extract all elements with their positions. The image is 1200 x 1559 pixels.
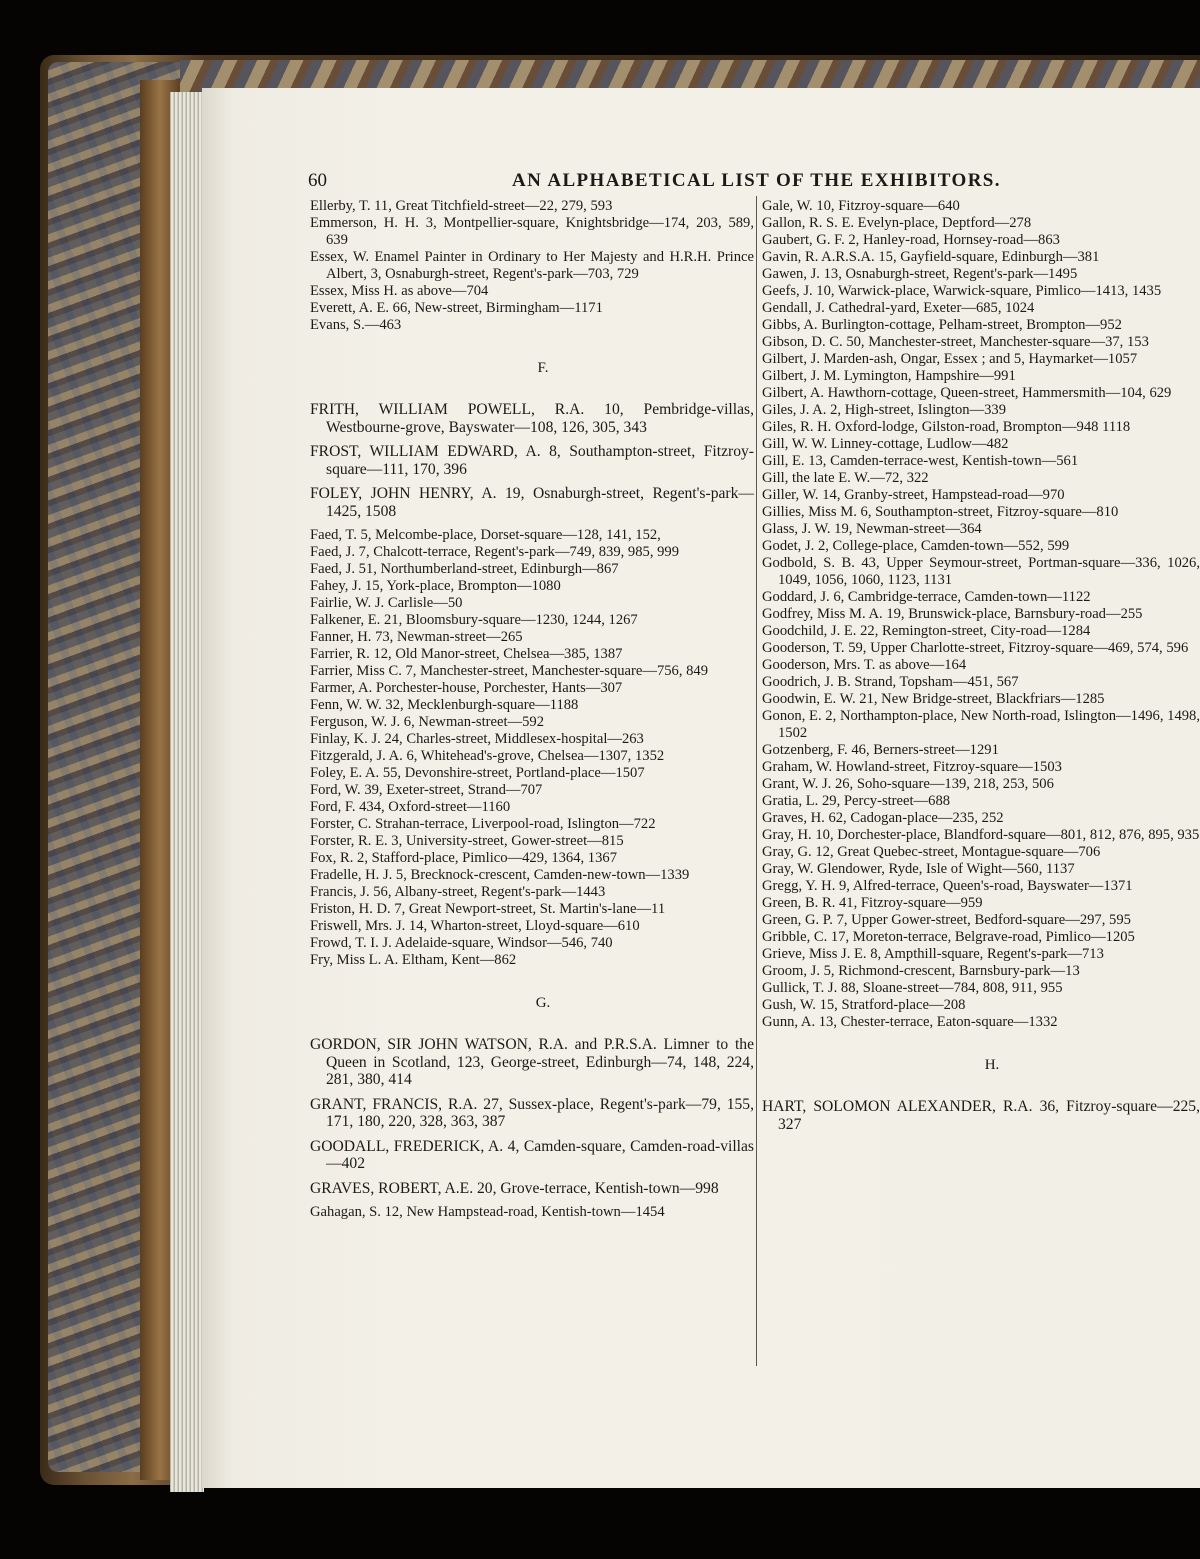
academician-entry: GRANT, FRANCIS, R.A. 27, Sussex-place, Regent's-park—79, 155, 171, 180, 220, 328, 363, 387 bbox=[310, 1095, 754, 1130]
exhibitor-entry: Francis, J. 56, Albany-street, Regent's-park—1443 bbox=[310, 884, 606, 900]
exhibitor-entry: Gray, W. Glendower, Ryde, Isle of Wight—560, 1137 bbox=[762, 861, 1075, 877]
exhibitor-entry: Fanner, H. 73, Newman-street—265 bbox=[310, 629, 523, 645]
exhibitor-entry: Gullick, T. J. 88, Sloane-street—784, 808, 911, 955 bbox=[762, 980, 1063, 996]
academician-entry: GRAVES, ROBERT, A.E. 20, Grove-terrace, Kentish-town—998 bbox=[310, 1179, 719, 1197]
exhibitor-entry: Giles, J. A. 2, High-street, Islington—339 bbox=[762, 402, 1007, 418]
exhibitor-entry: Gregg, Y. H. 9, Alfred-terrace, Queen's-road, Bayswater—1371 bbox=[762, 878, 1133, 894]
exhibitor-entry: Fox, R. 2, Stafford-place, Pimlico—429, 1364, 1367 bbox=[310, 850, 617, 866]
exhibitor-entry: Fahey, J. 15, York-place, Brompton—1080 bbox=[310, 578, 561, 594]
exhibitor-entry: Gush, W. 15, Stratford-place—208 bbox=[762, 997, 966, 1013]
exhibitor-entry: Gilbert, A. Hawthorn-cottage, Queen-street, Hammersmith—104, 629 bbox=[762, 385, 1172, 401]
exhibitor-entry: Fairlie, W. J. Carlisle—50 bbox=[310, 595, 463, 611]
exhibitor-entry: Friswell, Mrs. J. 14, Wharton-street, Lloyd-square—610 bbox=[310, 918, 640, 934]
exhibitor-entry: Green, G. P. 7, Upper Gower-street, Bedford-square—297, 595 bbox=[762, 912, 1131, 928]
academician-entry: FRITH, WILLIAM POWELL, R.A. 10, Pembridge-villas, Westbourne-grove, Bayswater—108, 126, 305, 343 bbox=[310, 401, 754, 436]
exhibitor-entry: Essex, W. Enamel Painter in Ordinary to Her Majesty and H.R.H. Prince Albert, 3, Osnaburgh-street, Regent's-park—703, 729 bbox=[310, 249, 754, 282]
exhibitor-entry: Fenn, W. W. 32, Mecklenburgh-square—1188 bbox=[310, 697, 579, 713]
page-number: 60 bbox=[308, 170, 327, 191]
section-heading: F. bbox=[537, 360, 549, 376]
exhibitor-entry: Gill, the late E. W.—72, 322 bbox=[762, 470, 929, 486]
exhibitor-entry: Ford, F. 434, Oxford-street—1160 bbox=[310, 799, 511, 815]
exhibitor-entry: Gaubert, G. F. 2, Hanley-road, Hornsey-road—863 bbox=[762, 232, 1060, 248]
exhibitor-entry: Farrier, Miss C. 7, Manchester-street, Manchester-square—756, 849 bbox=[310, 663, 709, 679]
book-page bbox=[202, 88, 1200, 1488]
exhibitor-entry: Godbold, S. B. 43, Upper Seymour-street, Portman-square—336, 1026, 1049, 1056, 1060, 1123, 1131 bbox=[762, 555, 1200, 588]
exhibitor-entry: Gilbert, J. Marden-ash, Ongar, Essex ; and 5, Haymarket—1057 bbox=[762, 351, 1138, 367]
exhibitor-entry: Goodchild, J. E. 22, Remington-street, City-road—1284 bbox=[762, 623, 1091, 639]
exhibitor-entry: Gibson, D. C. 50, Manchester-street, Manchester-square—37, 153 bbox=[762, 334, 1149, 350]
exhibitor-entry: Gibbs, A. Burlington-cottage, Pelham-street, Brompton—952 bbox=[762, 317, 1122, 333]
exhibitor-entry: Groom, J. 5, Richmond-crescent, Barnsbury-park—13 bbox=[762, 963, 1080, 979]
exhibitor-entry: Giller, W. 14, Granby-street, Hampstead-road—970 bbox=[762, 487, 1065, 503]
exhibitor-entry: Foley, E. A. 55, Devonshire-street, Portland-place—1507 bbox=[310, 765, 645, 781]
exhibitor-entry: Gooderson, T. 59, Upper Charlotte-street, Fitzroy-square—469, 574, 596 bbox=[762, 640, 1189, 656]
exhibitor-entry: Glass, J. W. 19, Newman-street—364 bbox=[762, 521, 982, 537]
running-head: AN ALPHABETICAL LIST OF THE EXHIBITORS. bbox=[512, 170, 1001, 191]
exhibitor-entry: Godet, J. 2, College-place, Camden-town—552, 599 bbox=[762, 538, 1070, 554]
exhibitor-entry: Gooderson, Mrs. T. as above—164 bbox=[762, 657, 967, 673]
exhibitor-entry: Godfrey, Miss M. A. 19, Brunswick-place, Barnsbury-road—255 bbox=[762, 606, 1143, 622]
exhibitor-entry: Giles, R. H. Oxford-lodge, Gilston-road, Brompton—948 1118 bbox=[762, 419, 1131, 435]
exhibitor-entry: Gawen, J. 13, Osnaburgh-street, Regent's-park—1495 bbox=[762, 266, 1078, 282]
exhibitor-entry: Gilbert, J. M. Lymington, Hampshire—991 bbox=[762, 368, 1016, 384]
left-column bbox=[310, 198, 754, 1221]
page-block-edge bbox=[170, 92, 204, 1492]
exhibitor-entry: Gill, E. 13, Camden-terrace-west, Kentish-town—561 bbox=[762, 453, 1079, 469]
exhibitor-entry: Essex, Miss H. as above—704 bbox=[310, 283, 489, 299]
exhibitor-entry: Frowd, T. I. J. Adelaide-square, Windsor—546, 740 bbox=[310, 935, 613, 951]
exhibitor-entry: Fry, Miss L. A. Eltham, Kent—862 bbox=[310, 952, 517, 968]
exhibitor-entry: Fitzgerald, J. A. 6, Whitehead's-grove, Chelsea—1307, 1352 bbox=[310, 748, 665, 764]
exhibitor-entry: Gallon, R. S. E. Evelyn-place, Deptford—278 bbox=[762, 215, 1032, 231]
exhibitor-entry: Farmer, A. Porchester-house, Porchester, Hants—307 bbox=[310, 680, 623, 696]
academician-entry: GORDON, SIR JOHN WATSON, R.A. and P.R.S.A. Limner to the Queen in Scotland, 123, George-street, Edinburgh—74, 148, 224, 281, 380, 414 bbox=[310, 1036, 754, 1088]
exhibitor-entry: Faed, J. 7, Chalcott-terrace, Regent's-park—749, 839, 985, 999 bbox=[310, 544, 680, 560]
exhibitor-entry: Emmerson, H. H. 3, Montpellier-square, Knightsbridge—174, 203, 589, 639 bbox=[310, 215, 754, 248]
academician-entry: HART, SOLOMON ALEXANDER, R.A. 36, Fitzroy-square—225, 327 bbox=[762, 1098, 1200, 1133]
exhibitor-entry: Gavin, R. A.R.S.A. 15, Gayfield-square, Edinburgh—381 bbox=[762, 249, 1100, 265]
exhibitor-entry: Forster, C. Strahan-terrace, Liverpool-road, Islington—722 bbox=[310, 816, 656, 832]
exhibitor-entry: Goddard, J. 6, Cambridge-terrace, Camden-town—1122 bbox=[762, 589, 1091, 605]
exhibitor-entry: Green, B. R. 41, Fitzroy-square—959 bbox=[762, 895, 983, 911]
exhibitor-entry: Fradelle, H. J. 5, Brecknock-crescent, Camden-new-town—1339 bbox=[310, 867, 690, 883]
exhibitor-entry: Gale, W. 10, Fitzroy-square—640 bbox=[762, 198, 960, 214]
exhibitor-entry: Graham, W. Howland-street, Fitzroy-square—1503 bbox=[762, 759, 1062, 775]
exhibitor-entry: Gray, G. 12, Great Quebec-street, Montague-square—706 bbox=[762, 844, 1101, 860]
exhibitor-entry: Gill, W. W. Linney-cottage, Ludlow—482 bbox=[762, 436, 1009, 452]
column-divider bbox=[756, 196, 757, 1366]
exhibitor-entry: Goodwin, E. W. 21, New Bridge-street, Blackfriars—1285 bbox=[762, 691, 1105, 707]
exhibitor-entry: Forster, R. E. 3, University-street, Gower-street—815 bbox=[310, 833, 624, 849]
exhibitor-entry: Faed, T. 5, Melcombe-place, Dorset-square—128, 141, 152, bbox=[310, 527, 661, 543]
exhibitor-entry: Faed, J. 51, Northumberland-street, Edinburgh—867 bbox=[310, 561, 619, 577]
exhibitor-entry: Falkener, E. 21, Bloomsbury-square—1230, 1244, 1267 bbox=[310, 612, 638, 628]
academician-entry: FROST, WILLIAM EDWARD, A. 8, Southampton-street, Fitzroy-square—111, 170, 396 bbox=[310, 443, 754, 478]
right-column bbox=[762, 198, 1200, 1133]
exhibitor-entry: Grant, W. J. 26, Soho-square—139, 218, 253, 506 bbox=[762, 776, 1054, 792]
exhibitor-entry: Gray, H. 10, Dorchester-place, Blandford-square—801, 812, 876, 895, 935 bbox=[762, 827, 1200, 843]
academician-entry: GOODALL, FREDERICK, A. 4, Camden-square, Camden-road-villas—402 bbox=[310, 1137, 754, 1172]
exhibitor-entry: Gunn, A. 13, Chester-terrace, Eaton-square—1332 bbox=[762, 1014, 1058, 1030]
exhibitor-entry: Friston, H. D. 7, Great Newport-street, St. Martin's-lane—11 bbox=[310, 901, 666, 917]
exhibitor-entry: Gillies, Miss M. 6, Southampton-street, Fitzroy-square—810 bbox=[762, 504, 1119, 520]
section-heading: G. bbox=[535, 995, 551, 1011]
exhibitor-entry: Ellerby, T. 11, Great Titchfield-street—22, 279, 593 bbox=[310, 198, 613, 214]
section-heading: H. bbox=[984, 1057, 1000, 1073]
exhibitor-entry: Goodrich, J. B. Strand, Topsham—451, 567 bbox=[762, 674, 1019, 690]
academician-entry: FOLEY, JOHN HENRY, A. 19, Osnaburgh-street, Regent's-park—1425, 1508 bbox=[310, 485, 754, 520]
exhibitor-entry: Farrier, R. 12, Old Manor-street, Chelsea—385, 1387 bbox=[310, 646, 623, 662]
exhibitor-entry: Ferguson, W. J. 6, Newman-street—592 bbox=[310, 714, 545, 730]
exhibitor-entry: Evans, S.—463 bbox=[310, 317, 402, 333]
exhibitor-entry: Everett, A. E. 66, New-street, Birmingham—1171 bbox=[310, 300, 603, 316]
exhibitor-entry: Gratia, L. 29, Percy-street—688 bbox=[762, 793, 951, 809]
exhibitor-entry: Grieve, Miss J. E. 8, Ampthill-square, Regent's-park—713 bbox=[762, 946, 1104, 962]
exhibitor-entry: Ford, W. 39, Exeter-street, Strand—707 bbox=[310, 782, 543, 798]
exhibitor-entry: Gotzenberg, F. 46, Berners-street—1291 bbox=[762, 742, 999, 758]
exhibitor-entry: Gribble, C. 17, Moreton-terrace, Belgrave-road, Pimlico—1205 bbox=[762, 929, 1135, 945]
exhibitor-entry: Finlay, K. J. 24, Charles-street, Middlesex-hospital—263 bbox=[310, 731, 644, 747]
exhibitor-entry: Geefs, J. 10, Warwick-place, Warwick-square, Pimlico—1413, 1435 bbox=[762, 283, 1162, 299]
exhibitor-entry: Gonon, E. 2, Northampton-place, New North-road, Islington—1496, 1498, 1502 bbox=[762, 708, 1200, 741]
exhibitor-entry: Gahagan, S. 12, New Hampstead-road, Kentish-town—1454 bbox=[310, 1204, 665, 1220]
exhibitor-entry: Gendall, J. Cathedral-yard, Exeter—685, 1024 bbox=[762, 300, 1035, 316]
exhibitor-entry: Graves, H. 62, Cadogan-place—235, 252 bbox=[762, 810, 1004, 826]
